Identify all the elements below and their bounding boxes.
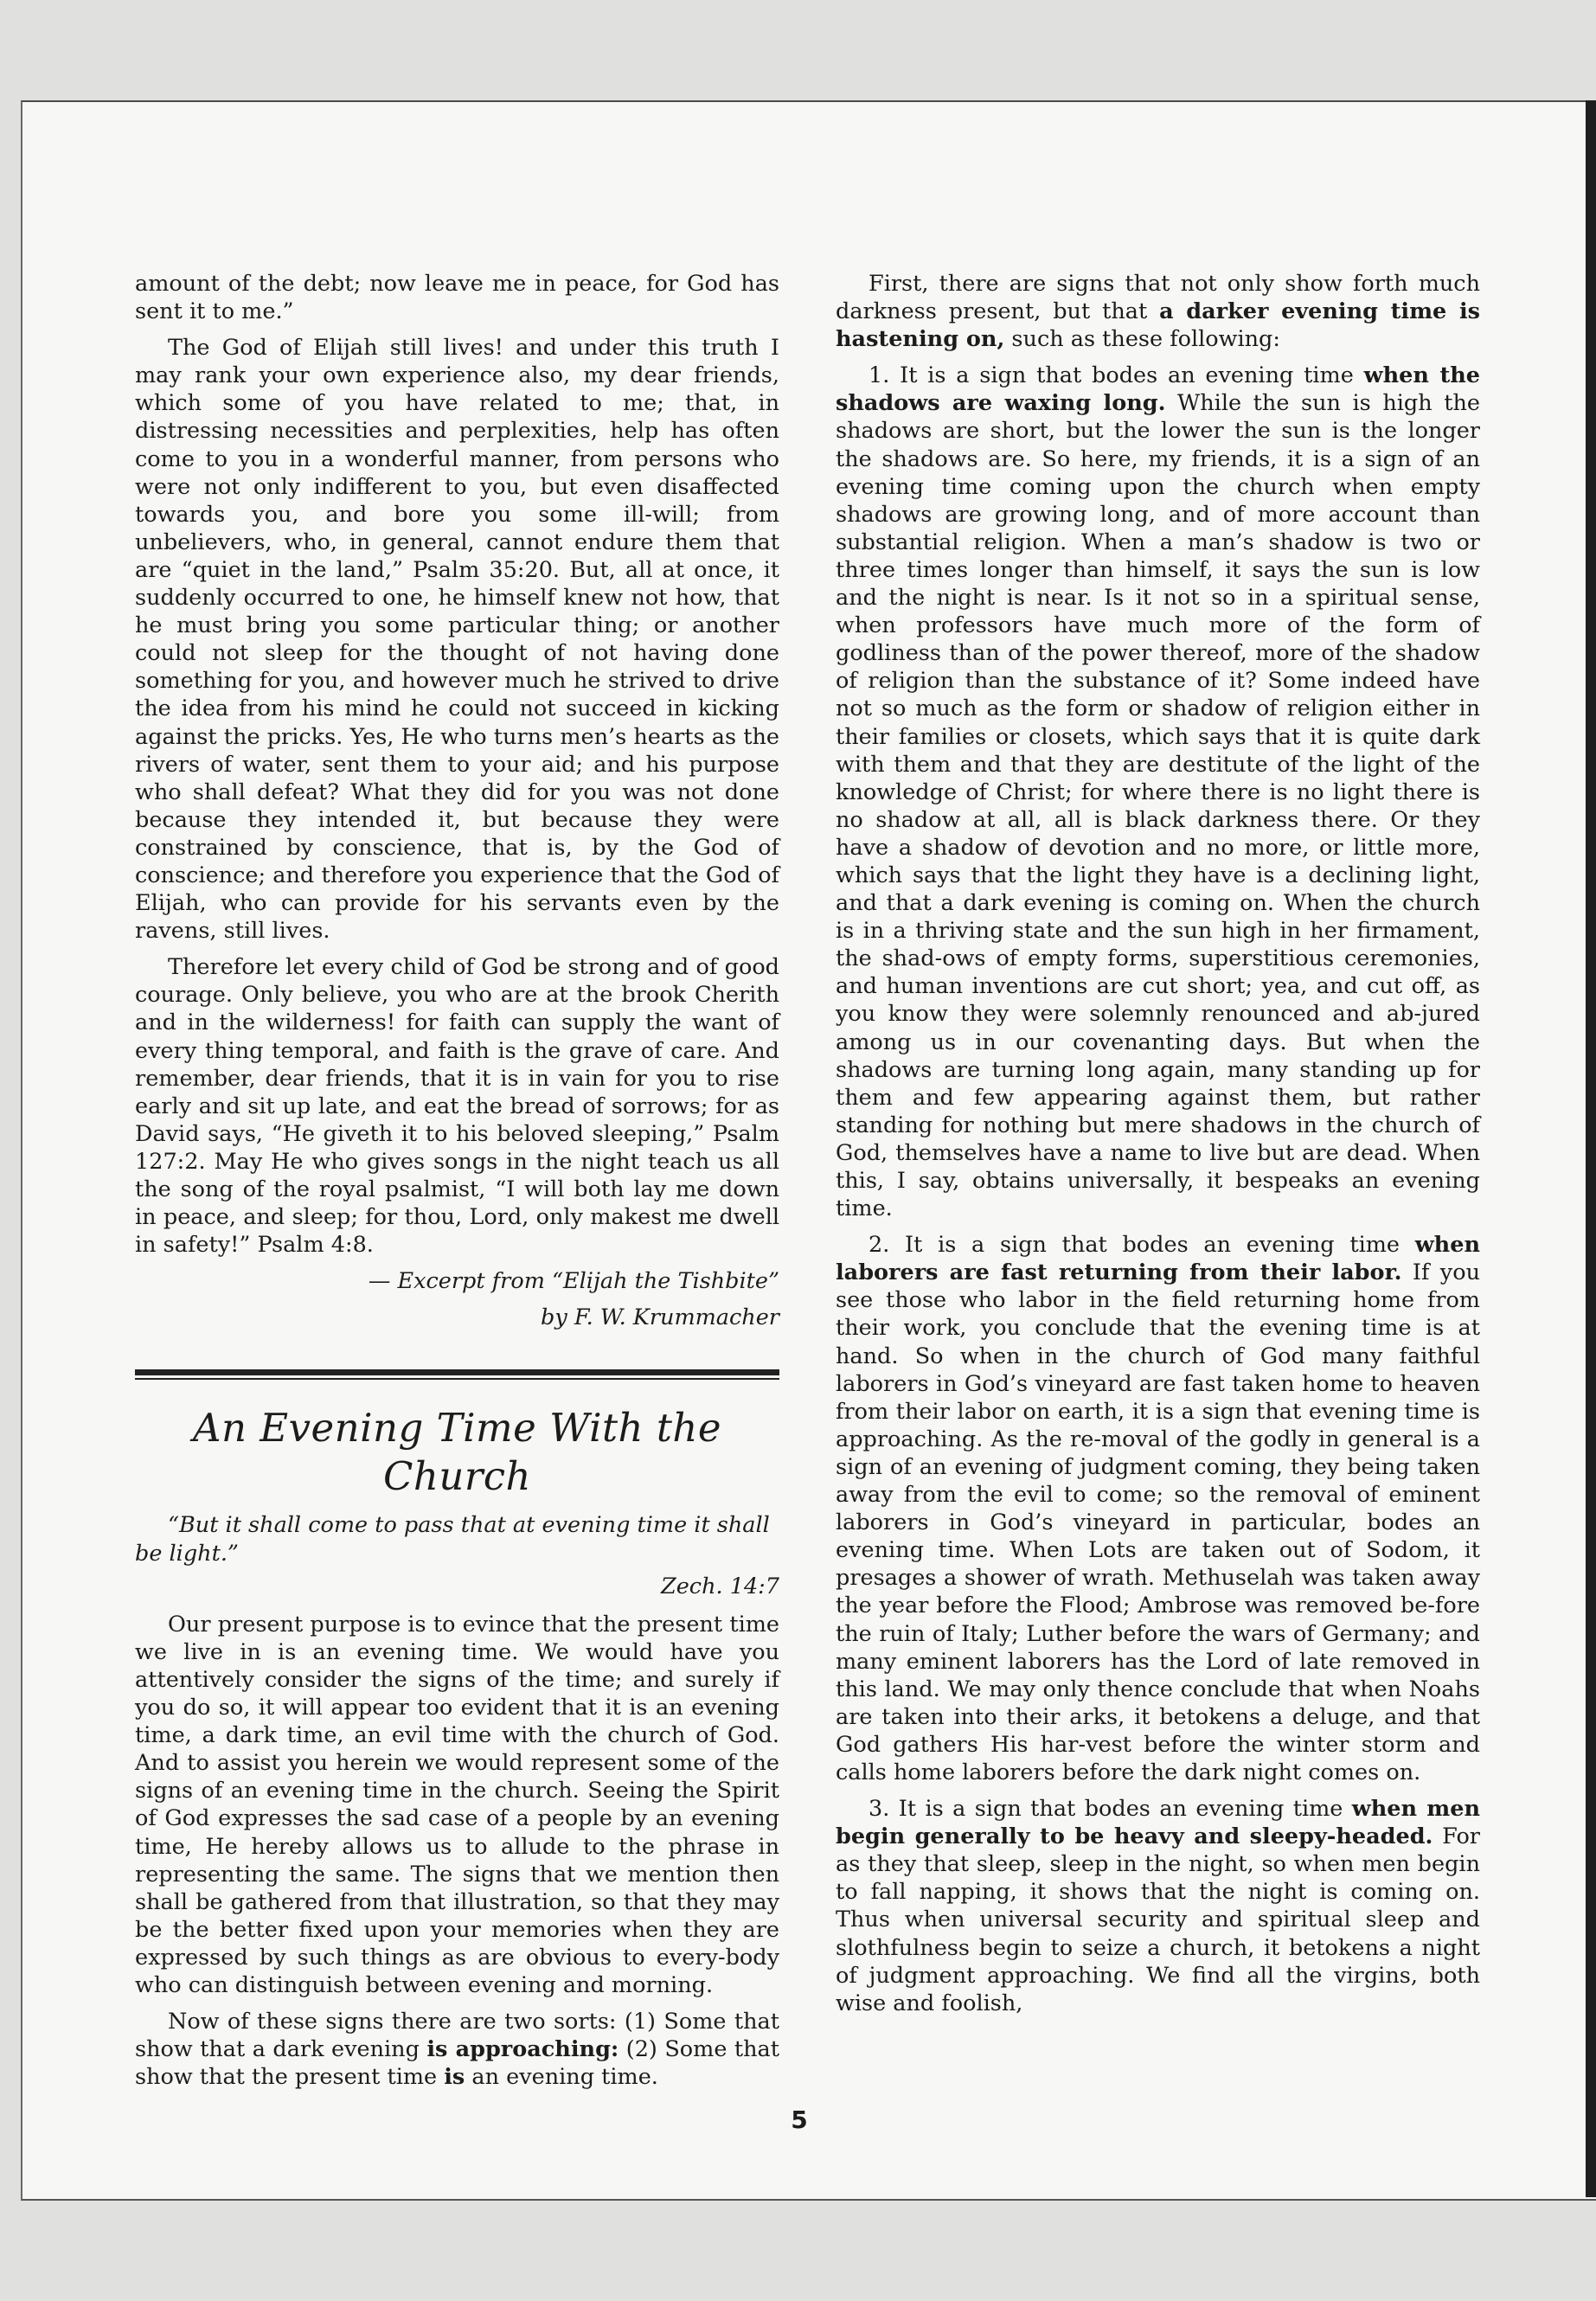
epigraph-reference: Zech. 14:7 [661, 1573, 779, 1599]
bold-text: a darker evening time is hastening on, [836, 298, 1480, 353]
paragraph [836, 362, 1480, 1222]
text-run: Now of these signs there are two sorts: (1) Some that show that a dark evening [135, 2009, 779, 2063]
text-run: While the sun is high the shadows are short, but the lower the sun is the longer the shadows are. So here, my friends, it is a sign of an evening time coming upon the church when empty shadows are growing long, and of more account than substantial religion. When a man’s shadow is two or three times longer than himself, it says the sun is low and the night is near. Is it not so in a spiritual sense, when professors have much more of the form of godliness than of the power thereof, more of the shadow of religion than the substance of it? Some indeed have not so much as the form or shadow of religion either in their families or closets, which says that it is quite dark with them and that they are destitute of the light of the knowledge of Christ; for where there is no light there is no shadow at all, all is black darkness there. Or they have a shadow of devotion and no more, or little more, which says that the light they have is a declining light, and that a dark evening is coming on. When the church is in a thriving state and the sun high in her firmament, the shad-ows of empty forms, superstitious ceremonies, and human inventions are cut short; yea, and cut off, as you know they were solemnly renounced and ab-jured among us in our covenanting days. But when the shadows are turning long again, many standing up for them and few appearing against them, but rather standing for nothing but mere shadows in the church of God, themselves have a name to live but are dead. When this, I say, obtains universally, it bespeaks an evening time. [836, 390, 1480, 1222]
text-run: 1. It is a sign that bodes an evening time [869, 362, 1364, 389]
attribution-author: by F. W. Krummacher [541, 1304, 779, 1331]
paragraph [836, 1795, 1480, 2017]
right-column [836, 270, 1480, 2026]
paragraph [135, 2008, 779, 2091]
text-run: an evening time. [465, 2064, 658, 2091]
text-run: If you see those who labor in the field returning home from their work, you conclude that the evening time is at hand. So when in the church of God many faithful laborers in God’s vineyard are fast taken home to heaven from their labor on earth, it is a sign that evening time is approaching. As the re-moval of the godly in general is a sign of an evening of judgment coming, they being taken away from the evil to come; so the removal of eminent laborers in God’s vineyard in particular, bodes an evening time. When Lots are taken out of Sodom, it presages a shower of wrath. Methuselah was taken away the year before the Flood; Ambrose was removed be-fore the ruin of Italy; Luther before the wars of Germany; and many eminent laborers has the Lord of late removed in this land. We may only thence conclude that when Noahs are taken into their arks, it betokens a deluge, and that God gathers His har-vest before the winter storm and calls home laborers before the dark night comes on. [836, 1259, 1480, 1785]
paragraph: amount of the debt; now leave me in peace, for God has sent it to me.” [135, 271, 779, 325]
section-divider [135, 1369, 779, 1380]
text-run: such as these following: [1004, 326, 1280, 353]
bold-text: is [444, 2064, 465, 2091]
text-run: First, there are signs that not only show forth much darkness present, but that [836, 271, 1480, 325]
paragraph [836, 1231, 1480, 1786]
page-number: 5 [791, 2106, 808, 2134]
bold-text: when men begin generally to be heavy and sleepy-headed. [836, 1796, 1480, 1850]
bold-text: is approaching: [426, 2036, 619, 2063]
text-run: (2) Some that show that the present time [135, 2036, 779, 2091]
text-run: 3. It is a sign that bodes an evening time [869, 1796, 1352, 1823]
text-run: For as they that sleep, sleep in the night, so when men begin to fall napping, it shows that the night is coming on. Thus when universal security and spiritual sleep and slothfulness begin to seize a church, it betokens a night of judgment approaching. We find all the virgins, both wise and foolish, [836, 1823, 1480, 2016]
bold-text: when laborers are fast returning from their labor. [836, 1232, 1480, 1286]
paragraph: The God of Elijah still lives! and under this truth I may rank your own experience also, my dear friends, which some of you have related to me; that, in distressing necessities and perplexities, help has often come to you in a wonderful manner, from persons who were not only indifferent to you, but even disaffected towards you, and bore you some ill-will; from unbelievers, who, in general, cannot endure them that are “quiet in the land,” Psalm 35:20. But, all at once, it suddenly occurred to one, he himself knew not how, that he must bring you some particular thing; or another could not sleep for the thought of not having done something for you, and however much he strived to drive the idea from his mind he could not succeed in kicking against the pricks. Yes, He who turns men’s hearts as the rivers of water, sent them to your aid; and his purpose who shall defeat? What they did for you was not done because they intended it, but because they were constrained by conscience, that is, by the God of conscience; and therefore you experience that the God of Elijah, who can provide for his servants even by the ravens, still lives. [135, 335, 779, 945]
article-title: An Evening Time With the Church [192, 1405, 722, 1500]
paragraph [836, 270, 1480, 353]
scanner-edge [1586, 100, 1596, 2197]
epigraph: “But it shall come to pass that at evening time it shall be light.” [135, 1512, 770, 1567]
paragraph: Our present purpose is to evince that the present time we live in is an evening time. We would have you attentively consider the signs of the time; and surely if you do so, it will appear too evident that it is an evening time, a dark time, an evil time with the church of God. And to assist you herein we would represent some of the signs of an evening time in the church. Seeing the Spirit of God expresses the sad case of a people by an evening time, He hereby allows us to allude to the phrase in representing the same. The signs that we mention then shall be gathered from that illustration, so that they may be the better fixed upon your memories when they are expressed by such things as are obvious to every-body who can distinguish between evening and morning. [135, 1611, 779, 1998]
left-column [135, 270, 779, 2099]
paragraph: Therefore let every child of God be strong and of good courage. Only believe, you who are at the brook Cherith and in the wilderness! for faith can supply the want of every thing temporal, and faith is the grave of care. And remember, dear friends, that it is in vain for you to rise early and sit up late, and eat the bread of sorrows; for as David says, “He giveth it to his beloved sleeping,” Psalm 127:2. May He who gives songs in the night teach us all the song of the royal psalmist, “I will both lay me down in peace, and sleep; for thou, Lord, only makest me dwell in safety!” Psalm 4:8. [135, 954, 779, 1259]
attribution-source: — Excerpt from “Elijah the Tishbite” [368, 1268, 779, 1295]
text-run: 2. It is a sign that bodes an evening time [869, 1232, 1415, 1259]
bold-text: when the shadows are waxing long. [836, 362, 1480, 417]
